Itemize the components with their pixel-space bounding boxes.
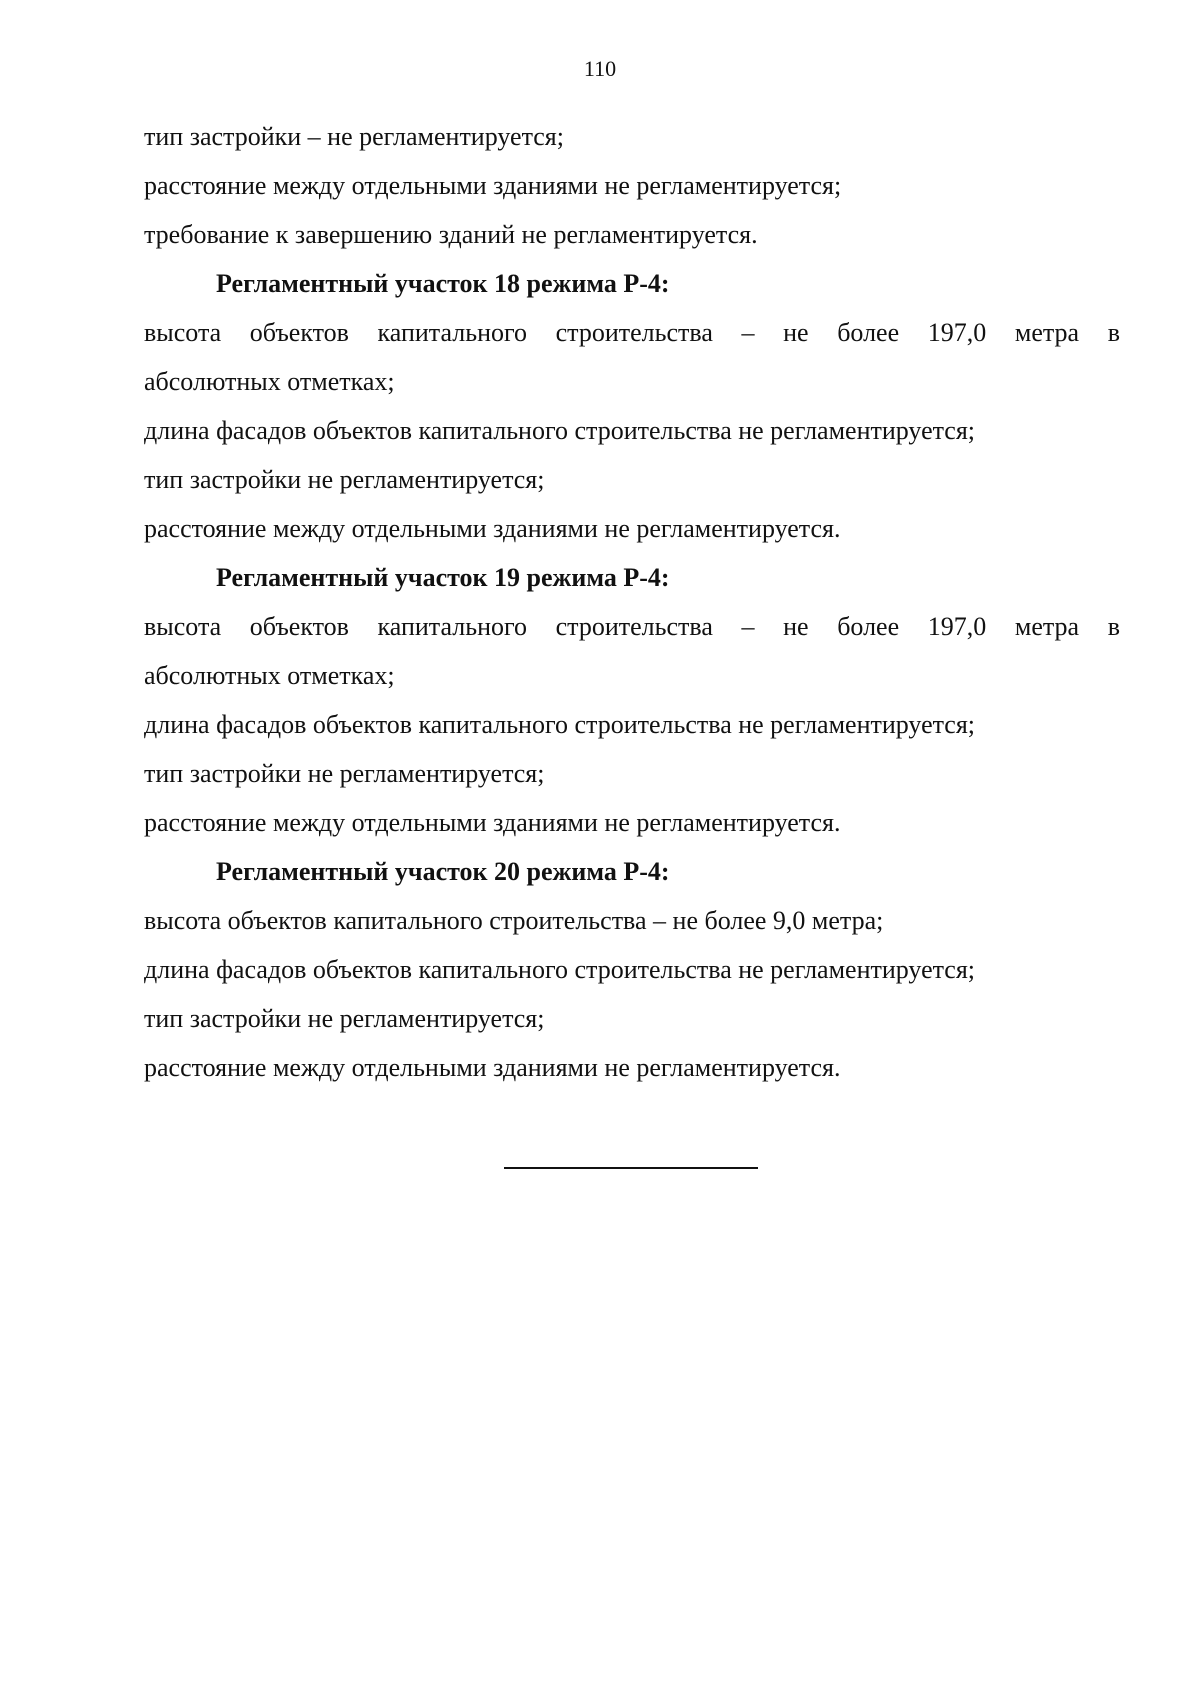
section-18-distance: расстояние между отдельными зданиями не регламентируется.	[144, 514, 841, 543]
word: капитального	[377, 612, 528, 641]
word: капитального	[377, 318, 528, 347]
intro-line-completion: требование к завершению зданий не регламентируется.	[144, 220, 758, 249]
section-19-heading: Регламентный участок 19 режима Р-4:	[216, 563, 670, 592]
word: высота	[144, 318, 222, 347]
section-20-distance: расстояние между отдельными зданиями не регламентируется.	[144, 1053, 841, 1082]
section-19-facade: длина фасадов объектов капитального строительства не регламентируется;	[144, 710, 976, 739]
section-18-height-continuation: абсолютных отметках;	[144, 367, 395, 396]
word: не	[783, 318, 809, 347]
word: в	[1107, 318, 1120, 347]
word: не	[783, 612, 809, 641]
section-19-build-type: тип застройки не регламентируется;	[144, 759, 545, 788]
word: более	[837, 318, 900, 347]
word: 197,0	[927, 612, 987, 641]
word: –	[741, 318, 755, 347]
word: метра	[1014, 318, 1080, 347]
word: строительства	[555, 318, 713, 347]
word: объектов	[249, 612, 349, 641]
section-18-height-line	[144, 308, 1120, 357]
word: в	[1107, 612, 1120, 641]
section-19-height-line	[144, 602, 1120, 651]
section-18-build-type: тип застройки не регламентируется;	[144, 465, 545, 494]
word: более	[837, 612, 900, 641]
word: 197,0	[927, 318, 987, 347]
section-19-height-continuation: абсолютных отметках;	[144, 661, 395, 690]
intro-line-build-type: тип застройки – не регламентируется;	[144, 122, 564, 151]
word: строительства	[555, 612, 713, 641]
page-number: 110	[583, 56, 617, 81]
word: метра	[1014, 612, 1080, 641]
section-20-build-type: тип застройки не регламентируется;	[144, 1004, 545, 1033]
word: высота	[144, 612, 222, 641]
section-19-distance: расстояние между отдельными зданиями не регламентируется.	[144, 808, 841, 837]
document-body	[144, 112, 1120, 1092]
intro-line-distance: расстояние между отдельными зданиями не регламентируется;	[144, 171, 842, 200]
section-18-facade: длина фасадов объектов капитального строительства не регламентируется;	[144, 416, 976, 445]
end-of-document-rule	[504, 1167, 758, 1169]
section-20-height: высота объектов капитального строительства – не более 9,0 метра;	[144, 906, 884, 935]
word: –	[741, 612, 755, 641]
section-20-facade: длина фасадов объектов капитального строительства не регламентируется;	[144, 955, 976, 984]
section-20-heading: Регламентный участок 20 режима Р-4:	[216, 857, 670, 886]
section-18-heading: Регламентный участок 18 режима Р-4:	[216, 269, 670, 298]
word: объектов	[249, 318, 349, 347]
